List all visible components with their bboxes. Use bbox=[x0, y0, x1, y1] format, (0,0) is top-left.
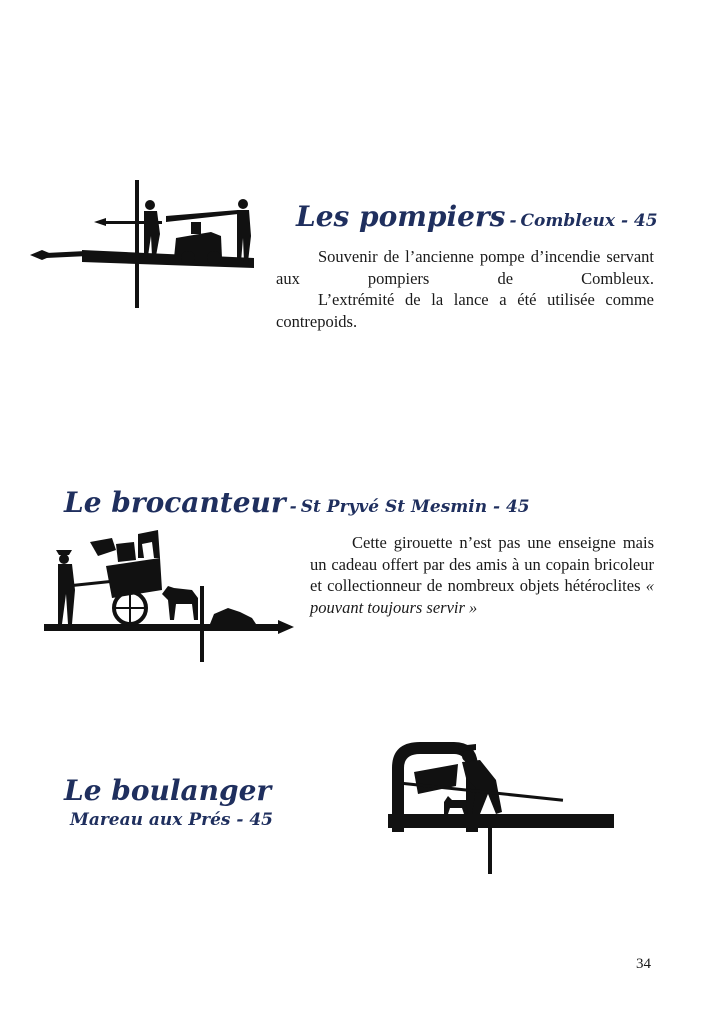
title-separator: - bbox=[289, 497, 297, 517]
brocanteur-location: St Pryvé St Mesmin - 45 bbox=[300, 497, 530, 517]
brocanteur-title: Le brocanteur bbox=[64, 486, 286, 519]
pompiers-paragraph-1: Souvenir de l’ancienne pompe d’incendie servant aux pompiers de Combleux. bbox=[276, 247, 654, 288]
boulanger-title-text: Le boulanger bbox=[64, 774, 272, 807]
pompiers-paragraph-2: L’extrémité de la lance a été utilisée comme contrepoids. bbox=[276, 290, 654, 331]
boulanger-title bbox=[64, 774, 271, 807]
brocanteur-description bbox=[310, 532, 654, 618]
pompiers-title-block bbox=[296, 200, 658, 233]
boulanger-location-text: Mareau aux Prés - 45 bbox=[70, 810, 274, 830]
brocanteur-paragraph-text: Cette girouette n’est pas une enseigne mais un cadeau offert par des amis à un copain bricoleur et collectionneur de nombreux objets hétéroclites bbox=[310, 533, 654, 595]
pompiers-title: Les pompiers bbox=[296, 200, 506, 233]
brocanteur-weathervane-image bbox=[42, 528, 298, 664]
boulanger-location bbox=[70, 810, 273, 830]
pompiers-weathervane-image bbox=[26, 176, 258, 312]
page-number: 34 bbox=[636, 956, 651, 972]
brocanteur-paragraph bbox=[310, 532, 654, 618]
pompiers-description bbox=[276, 246, 654, 332]
brocanteur-title-block bbox=[64, 486, 530, 519]
brocanteur-quote: « pouvant toujours servir » bbox=[310, 576, 655, 617]
boulanger-weathervane-image bbox=[384, 738, 616, 878]
title-separator: - bbox=[509, 211, 517, 231]
pompiers-location: Combleux - 45 bbox=[520, 211, 658, 231]
